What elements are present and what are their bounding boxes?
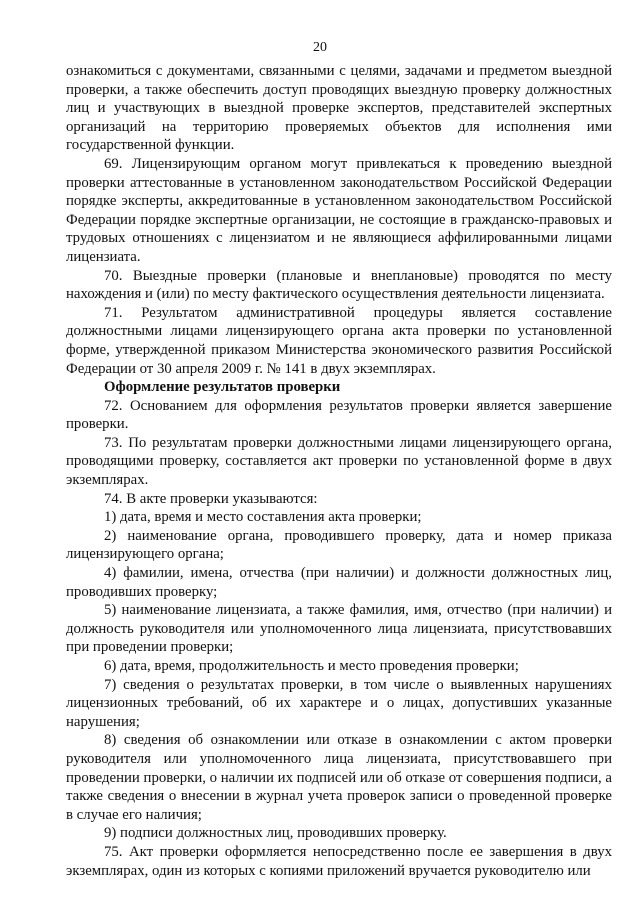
paragraph-group-2 (66, 397, 612, 880)
paragraph: 75. Акт проверки оформляется непосредственно после ее завершения в двух экземплярах, один из которых с копиями приложений вручается руководителю или (66, 843, 612, 879)
paragraph: 73. По результатам проверки должностными лицами лицензирующего органа, проводящими проверку, составляется акт проверки по установленной форме в двух экземплярах. (66, 434, 612, 489)
paragraph: 5) наименование лицензиата, а также фамилия, имя, отчество (при наличии) и должность руководителя или уполномоченного лица лицензиата, присутствовавших при проведении проверки; (66, 602, 612, 656)
paragraph: 6) дата, время, продолжительность и место проведения проверки; (104, 658, 519, 674)
paragraph: 4) фамилии, имена, отчества (при наличии) и должности должностных лиц, проводивших проверку; (66, 565, 612, 600)
section-heading: Оформление результатов проверки (104, 379, 341, 396)
paragraph: 74. В акте проверки указываются: (104, 490, 318, 507)
paragraph: ознакомиться с документами, связанными с целями, задачами и предметом выездной проверки, а также обеспечить доступ проводящих выездную проверку должностных лиц и участвующих в выездной проверке экспертов, представителей экспертных организаций на территорию проверяемых объектов для исполнения ими государственной функции. (66, 63, 612, 154)
paragraph: 70. Выездные проверки (плановые и внеплановые) проводятся по месту нахождения и (или) по месту фактического осуществления деятельности лицензиата. (66, 267, 612, 303)
paragraph: 7) сведения о результатах проверки, в том числе о выявленных нарушениях лицензионных требований, об их характере и о лицах, допустивших указанные нарушения; (66, 676, 612, 730)
paragraph: 71. Результатом административной процедуры является составление должностными лицами лицензирующего органа акта проверки по установленной форме, утвержденной приказом Министерства экономического развития Российской Федерации от 30 апреля 2009 г. № 141 в двух экземплярах. (66, 304, 612, 377)
paragraph: 8) сведения об ознакомлении или отказе в ознакомлении с актом проверки руководителя или уполномоченного лица лицензиата, присутствовавшего при проведении проверки, о наличии их подписей или об отказе от совершения подписи, а также сведения о внесении в журнал учета проверок записи о проведенной проверке в случае его наличия; (66, 732, 612, 823)
paragraph: 72. Основанием для оформления результатов проверки является завершение проверки. (66, 397, 612, 433)
document-body (66, 62, 612, 880)
paragraph-group-1 (66, 62, 612, 378)
paragraph: 9) подписи должностных лиц, проводивших проверку. (104, 825, 447, 842)
page-number: 20 (313, 40, 327, 55)
paragraph: 1) дата, время и место составления акта проверки; (104, 509, 422, 526)
paragraph: 69. Лицензирующим органом могут привлекаться к проведению выездной проверки аттестованные в установленном законодательством Российской Федерации порядке эксперты, аккредитованные в установленном законодательством Российской Федерации порядке экспертные организации, не состоящие в гражданско-правовых и трудовых отношениях с лицензиатом и не являющиеся аффилированными лицами лицензиата. (66, 155, 612, 265)
paragraph: 2) наименование органа, проводившего проверку, дата и номер приказа лицензирующего органа; (66, 527, 612, 563)
